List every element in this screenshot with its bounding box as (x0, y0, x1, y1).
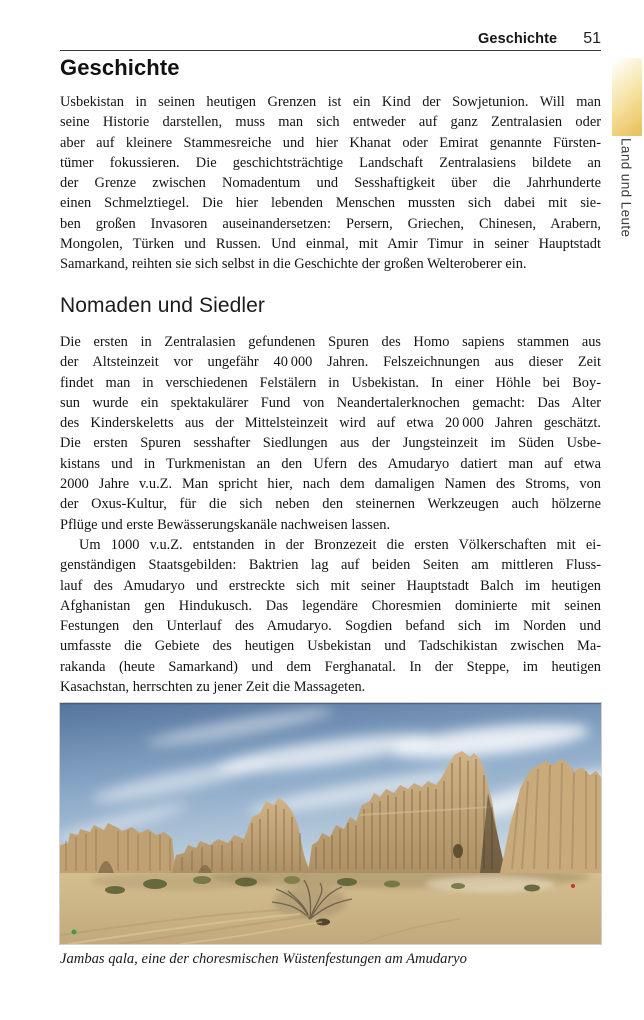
text-line: Kasachstan, herrschten zu jener Zeit die Massageten. (60, 679, 366, 696)
page-number: 51 (583, 30, 601, 47)
paragraph-nomaden-2 (60, 535, 601, 697)
red-debris-dot (571, 884, 575, 888)
text-line: Die ersten Spuren sesshafter Siedlungen aus der Jungsteinzeit im Süden Usbe- (60, 435, 601, 452)
page-title: Geschichte (60, 55, 180, 80)
section-heading: Nomaden und Siedler (60, 294, 266, 317)
text-line: ben großen Invasoren auseinandersetzen: Persern, Griechen, Chinesen, Arabern, (60, 215, 601, 232)
text-line: Um 1000 v.u.Z. entstanden in der Bronzezeit die ersten Völkerschaften mit ei- (79, 537, 601, 553)
text-line: sun wurde ein spektakulärer Fund von Neandertalerknochen gemacht: Das Alter (60, 394, 601, 411)
text-line: Afghanistan gen Hindukusch. Das legendäre Choresmien dominierte mit seinen (60, 597, 601, 614)
text-line: der Oxus-Kultur, für die sich neben den steinernen Werkzeugen auch hölzerne (60, 496, 601, 513)
text-line: des Kinderskeletts aus der Mittelsteinzeit wird auf etwa 20 000 Jahren geschätzt. (60, 415, 601, 432)
text-line: Usbekistan in seinen heutigen Grenzen ist ein Kind der Sowjetunion. Will man (60, 94, 601, 110)
chapter-tab (612, 58, 642, 136)
text-line: kistans und in Turkmenistan an den Ufern des Amudaryo datiert man auf etwa (60, 455, 601, 472)
text-line: Mongolen, Türken und Russen. Und einmal, mit Amir Timur in seiner Hauptstadt (60, 236, 601, 253)
photo-jambas-qala (60, 703, 601, 944)
text-line: Pflüge und erste Bewässerungskanäle nachweisen lassen. (60, 516, 391, 533)
paragraph-nomaden-1 (60, 332, 601, 535)
running-header (60, 30, 601, 48)
photo-caption: Jambas qala, eine der choresmischen Wüstenfestungen am Amudaryo (60, 951, 467, 967)
text-line: einen Schmelztiegel. Die hier lebenden Menschen mussten sich dabei mit sie- (60, 195, 601, 212)
text-line: der Altsteinzeit vor ungefähr 40 000 Jahren. Felszeichnungen aus dieser Zeit (60, 354, 601, 371)
header-rule (60, 50, 601, 51)
text-line: Die ersten in Zentralasien gefundenen Spuren des Homo sapiens stammen aus (60, 334, 601, 350)
text-line: 2000 Jahre v.u.Z. Man spricht hier, nach dem damaligen Namen des Stroms, von (60, 476, 601, 493)
desert-fortress-illustration (60, 703, 601, 944)
text-line: der Grenze zwischen Nomadentum und Sesshaftigkeit über die Jahrhunderte (60, 175, 601, 192)
running-header-section: Geschichte (478, 31, 558, 47)
text-line: Festungen den Unterlauf des Amudaryo. Sogdien befand sich im Norden und (60, 618, 601, 635)
text-line: findet man in verschiedenen Felstälern in Usbekistan. In einer Höhle bei Boy- (60, 374, 601, 391)
text-line: Samarkand, reihten sie sich selbst in die Geschichte der großen Welteroberer ein. (60, 256, 527, 273)
text-line: rakanda (heute Samarkand) und dem Ferghanatal. In der Steppe, im heutigen (60, 658, 601, 675)
text-line: tümer fokussieren. Die geschichtsträchtige Landschaft Zentralasiens bildete an (60, 154, 601, 171)
chapter-tab-label: Land und Leute (618, 138, 634, 238)
text-line: seine Historie darstellen, muss man sich entweder auf ganz Zentralasien oder (60, 114, 601, 131)
text-line: genständigen Staatsgebilden: Baktrien lag auf beiden Seiten am mittleren Fluss- (60, 557, 601, 574)
text-line: aber auf kleinere Stammesreiche und hier Khanat oder Emirat genannte Fürsten- (60, 134, 601, 151)
paragraph-intro (60, 92, 601, 275)
text-line: lauf des Amudaryo und erstreckte sich mit seiner Hauptstadt Balch im heutigen (60, 577, 601, 594)
green-plant-dot (72, 930, 77, 935)
text-line: umfasste die Gebiete des heutigen Usbekistan und Tadschikistan zwischen Ma- (60, 638, 601, 655)
